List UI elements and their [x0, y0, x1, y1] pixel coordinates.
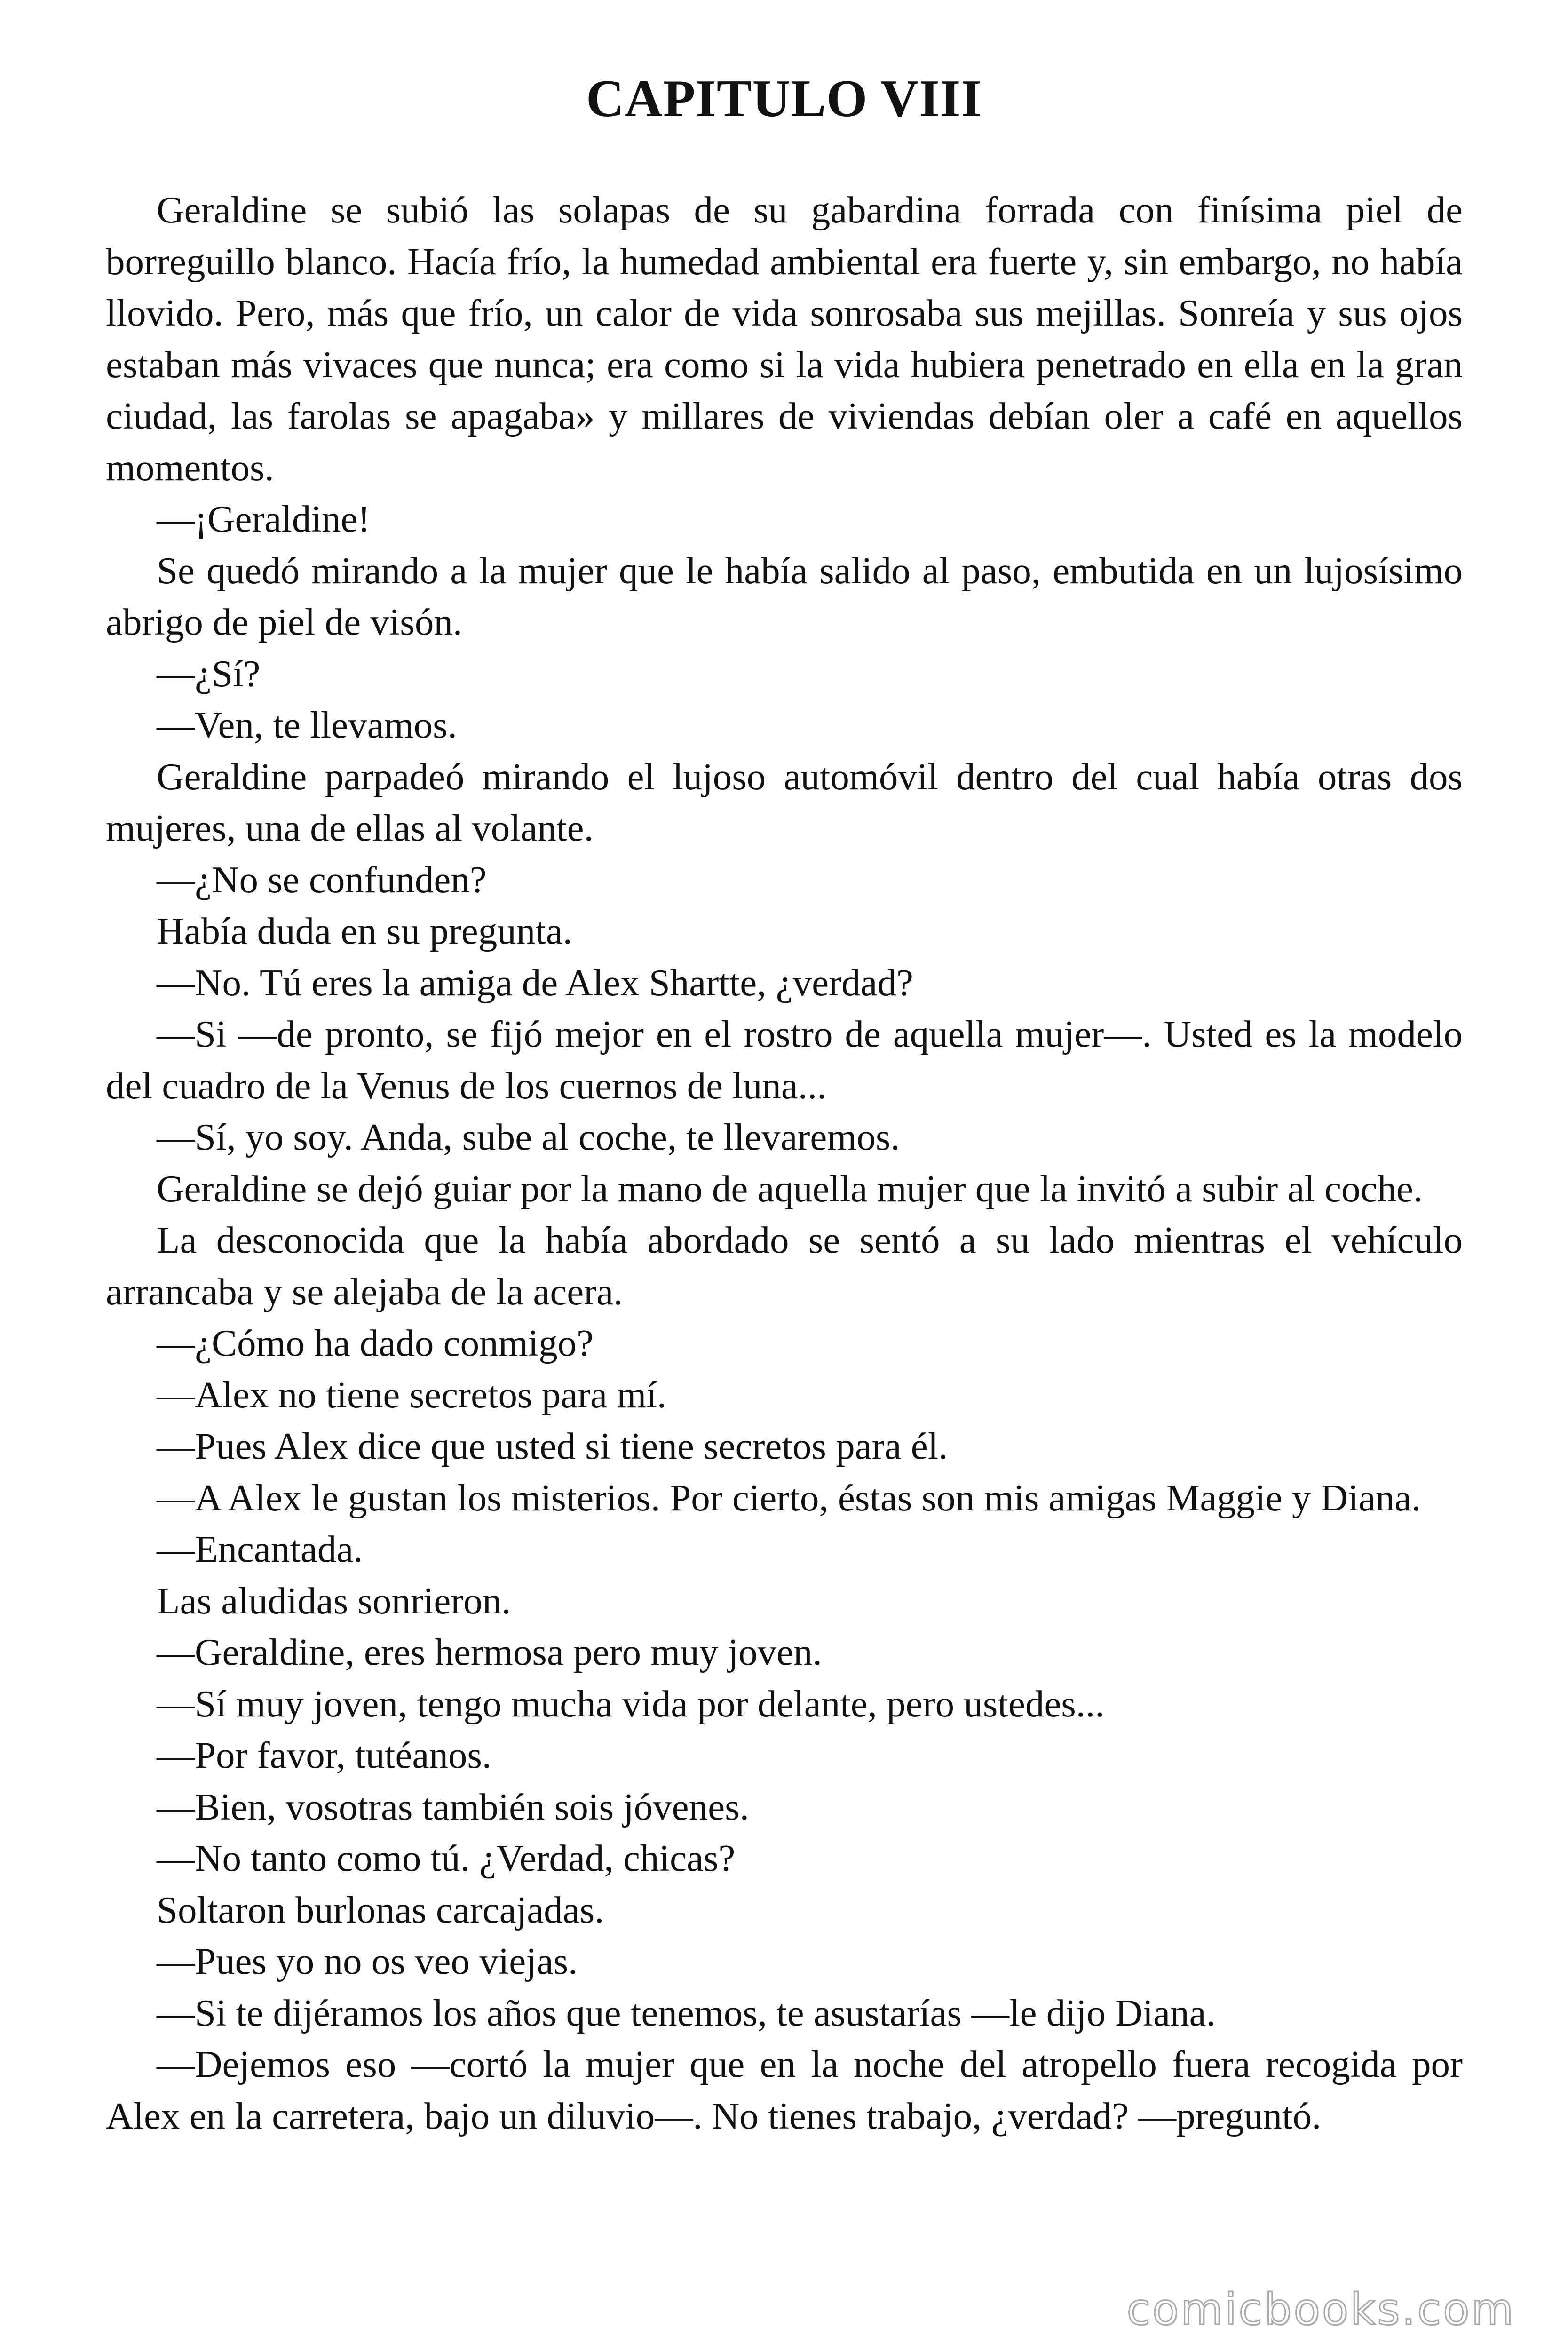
paragraph: —¿Sí?: [157, 652, 261, 695]
paragraph: —Sí, yo soy. Anda, sube al coche, te llevaremos.: [157, 1116, 900, 1158]
paragraph: —Pues yo no os veo viejas.: [157, 1940, 578, 1982]
paragraph: —¿No se confunden?: [157, 858, 487, 901]
paragraph: —Por favor, tutéanos.: [157, 1734, 492, 1776]
paragraph: Geraldine se dejó guiar por la mano de aquella mujer que la invitó a subir al coche.: [157, 1167, 1423, 1210]
paragraph: Las aludidas sonrieron.: [157, 1579, 511, 1622]
paragraph: —Bien, vosotras también sois jóvenes.: [157, 1785, 749, 1828]
paragraph: —Pues Alex dice que usted si tiene secretos para él.: [157, 1425, 948, 1467]
paragraph: —Sí muy joven, tengo mucha vida por delante, pero ustedes...: [157, 1682, 1105, 1725]
paragraph: —Si te dijéramos los años que tenemos, te asustarías —le dijo Diana.: [157, 1991, 1216, 2034]
paragraph: —¡Geraldine!: [157, 498, 371, 540]
paragraph: —Ven, te llevamos.: [157, 704, 457, 746]
paragraph: —Encantada.: [157, 1528, 363, 1570]
paragraph: —Dejemos eso —cortó la mujer que en la noche del atropello fuera recogida por Alex en la carretera, bajo un diluvio—. No tienes trabajo, ¿verdad? —preguntó.: [106, 2043, 1463, 2137]
paragraph: —A Alex le gustan los misterios. Por cierto, éstas son mis amigas Maggie y Diana.: [157, 1476, 1421, 1519]
paragraph: Geraldine se subió las solapas de su gabardina forrada con finísima piel de borreguillo blanco. Hacía frío, la humedad ambiental era fuerte y, sin embargo, no había llovido. Pero, más que frío, un calor de vida sonrosaba sus mejillas. Sonreía y sus ojos estaban más vivaces que nunca; era como si la vida hubiera penetrado en ella en la gran ciudad, las farolas se apagaba» y millares de viviendas debían oler a café en aquellos momentos.: [106, 189, 1463, 489]
watermark-logo: comicbooks.com: [1126, 2284, 1515, 2335]
paragraph: Se quedó mirando a la mujer que le había salido al paso, embutida en un lujosísimo abrigo de piel de visón.: [106, 549, 1463, 643]
paragraph: Geraldine parpadeó mirando el lujoso automóvil dentro del cual había otras dos mujeres, una de ellas al volante.: [106, 755, 1463, 849]
chapter-body: [106, 184, 1463, 2142]
paragraph: Había duda en su pregunta.: [157, 910, 572, 952]
paragraph: La desconocida que la había abordado se sentó a su lado mientras el vehículo arrancaba y se alejaba de la acera.: [106, 1219, 1463, 1313]
paragraph: —Si —de pronto, se fijó mejor en el rostro de aquella mujer—. Usted es la modelo del cuadro de la Venus de los cuernos de luna...: [106, 1013, 1463, 1107]
paragraph: —Alex no tiene secretos para mí.: [157, 1373, 667, 1416]
paragraph: —No. Tú eres la amiga de Alex Shartte, ¿verdad?: [157, 961, 913, 1004]
paragraph: —Geraldine, eres hermosa pero muy joven.: [157, 1631, 822, 1673]
paragraph: Soltaron burlonas carcajadas.: [157, 1888, 604, 1931]
paragraph: —No tanto como tú. ¿Verdad, chicas?: [157, 1837, 736, 1879]
chapter-title: CAPITULO VIII: [586, 70, 982, 128]
paragraph: —¿Cómo ha dado conmigo?: [157, 1322, 594, 1364]
